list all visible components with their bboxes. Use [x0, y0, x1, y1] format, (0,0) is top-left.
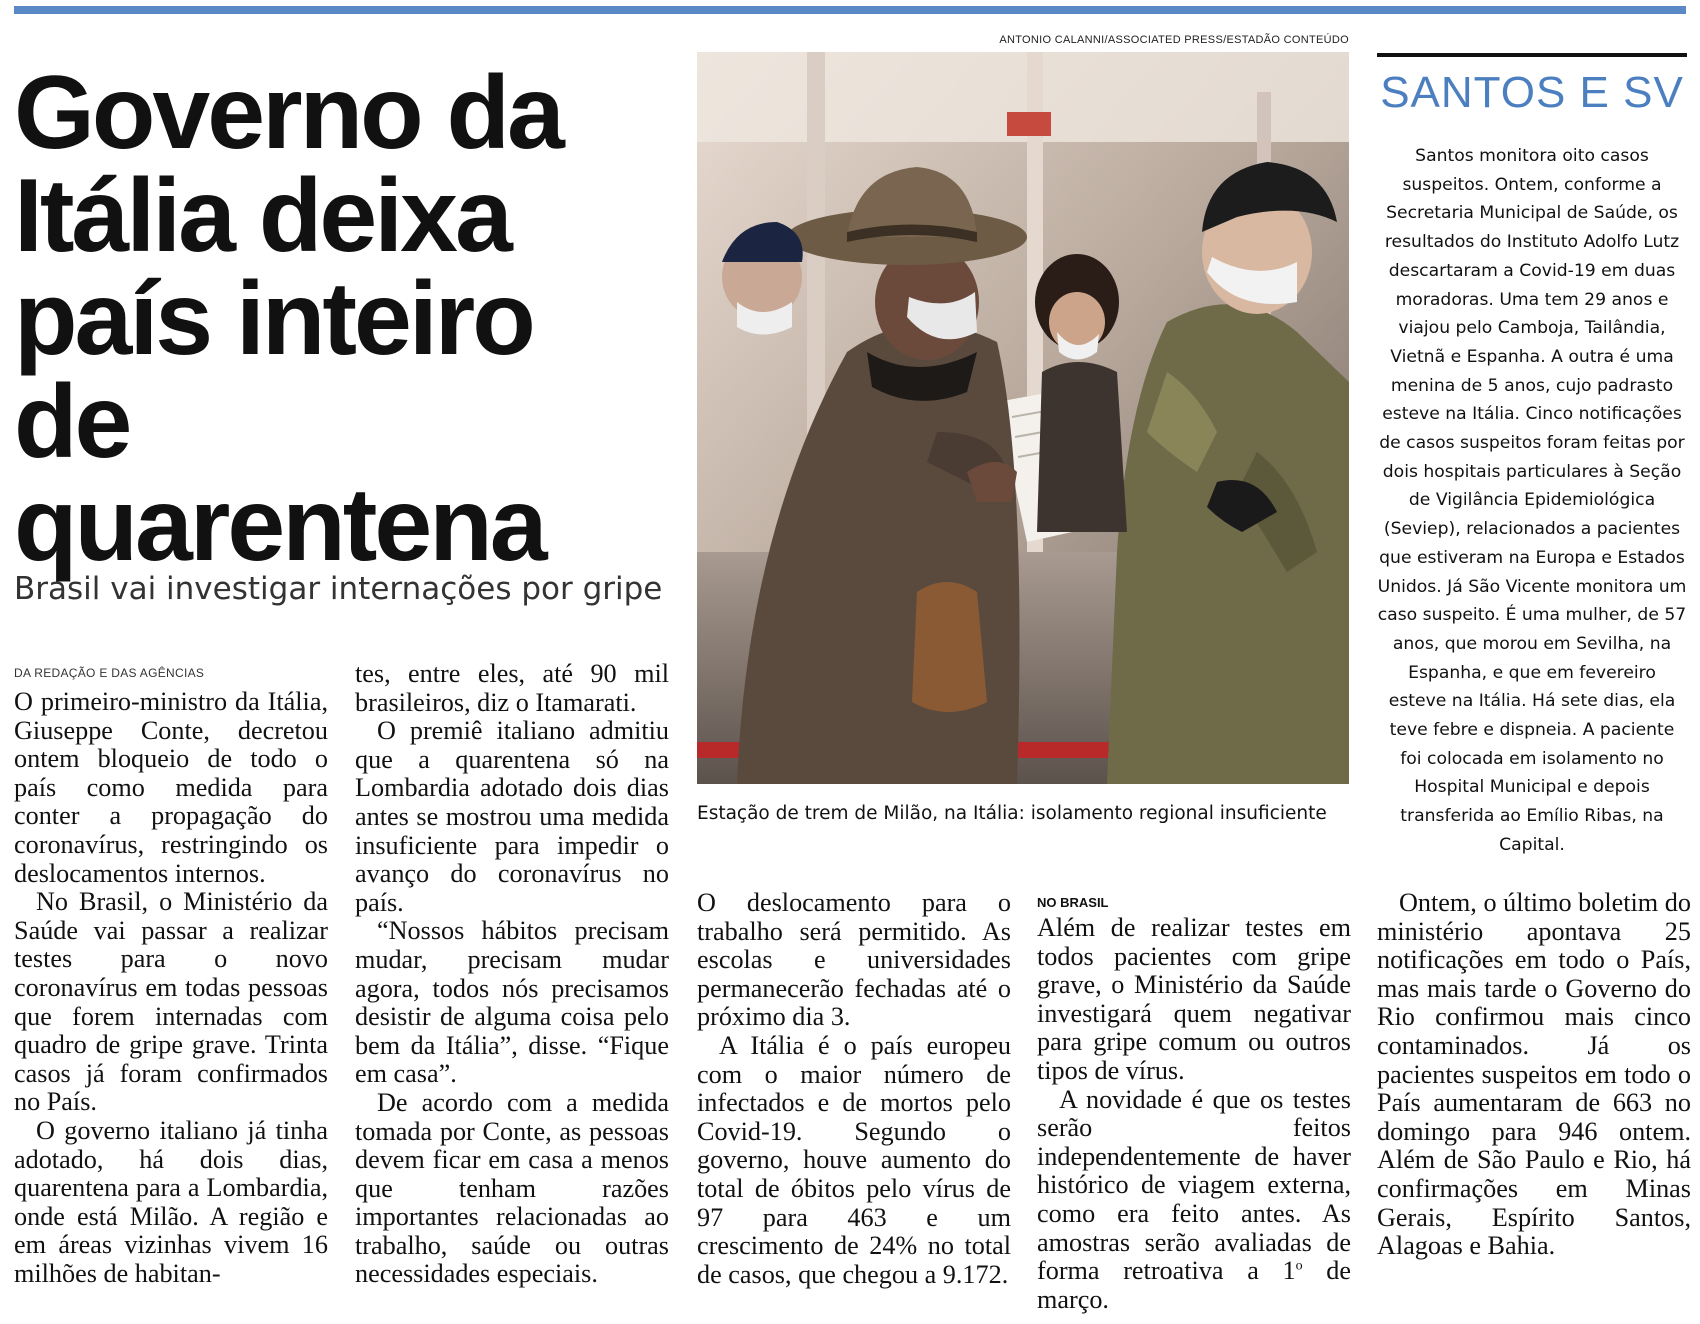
article-column-4	[1037, 914, 1351, 1314]
headline: Governo da Itália deixa país inteiro de quarentena	[14, 55, 562, 583]
article-column-2	[355, 660, 669, 1289]
byline: DA REDAÇÃO E DAS AGÊNCIAS	[14, 666, 205, 680]
photo-caption: Estação de trem de Milão, na Itália: isolamento regional insuficiente	[697, 803, 1327, 824]
sidebar-text: Santos monitora oito casos suspeitos. Ontem, conforme a Secretaria Municipal de Saúde, os resultados do Instituto Adolfo Lutz descartaram a Covid-19 em duas moradoras. Uma tem 29 anos e viajou pelo Camboja, Tailândia, Vietnã e Espanha. A outra é uma menina de 5 anos, cujo padrasto esteve na Itália. Cinco notificações de casos suspeitos foram feitas por dois hospitais particulares à Seção de Vigilância Epidemiológica (Seviep), relacionados a pacientes que estiveram na Europa e Estados Unidos. Já São Vicente monitora um caso suspeito. É uma mulher, de 57 anos, que morou em Sevilha, na Espanha, e que em fevereiro esteve na Itália. Há sete dias, ela teve febre e dispneia. A paciente foi colocada em isolamento no Hospital Municipal e depois transferida ao Emílio Ribas, na Capital.	[1377, 146, 1687, 855]
article-column-3	[697, 889, 1011, 1289]
subheadline: Brasil vai investigar internações por gripe	[14, 571, 663, 607]
paragraph-tail: de março.	[1037, 1256, 1352, 1314]
paragraph: A Itália é o país europeu com o maior número de infectados e de mortos pelo Covid-19. Segundo o governo, houve aumento do total de óbitos pelo vírus de 97 para 463 e um crescimento de 24% no total de casos, que chegou a 9.172.	[697, 1030, 1011, 1289]
paragraph: O deslocamento para o trabalho será permitido. As escolas e universidades permanecerão fechadas até o próximo dia 3.	[697, 888, 1011, 1032]
section-kicker: NO BRASIL	[1037, 895, 1109, 910]
paragraph: “Nossos hábitos precisam mudar, precisam mudar agora, todos nós precisamos desistir de alguma coisa pelo bem da Itália”, disse. “Fique em casa”.	[355, 916, 669, 1089]
sidebar-rule	[1377, 53, 1687, 57]
paragraph: O primeiro-ministro da Itália, Giuseppe Conte, decretou ontem bloqueio de todo o país como medida para conter a propagação do coronavírus, restringindo os deslocamentos internos.	[14, 687, 328, 888]
paragraph	[1037, 1086, 1351, 1315]
photo-credit: ANTONIO CALANNI/ASSOCIATED PRESS/ESTADÃO CONTEÚDO	[999, 34, 1349, 46]
top-color-bar	[14, 6, 1686, 14]
paragraph: O governo italiano já tinha adotado, há dois dias, quarentena para a Lombardia, onde está Milão. A região e em áreas vizinhas vivem 16 milhões de habitan-	[14, 1115, 328, 1288]
article-column-1	[14, 688, 328, 1288]
photo-illustration	[697, 52, 1349, 784]
paragraph: De acordo com a medida tomada por Conte, as pessoas devem ficar em casa a menos que tenham razões importantes relacionadas ao trabalho, saúde ou outras necessidades especiais.	[355, 1087, 669, 1289]
paragraph: Ontem, o último boletim do ministério apontava 25 notificações em todo o País, mas mais tarde o Governo do Rio confirmou mais cinco contaminados. Já os pacientes suspeitos em todo o País aumentaram de 663 no domingo para 946 ontem. Além de São Paulo e Rio, há confirmações em Minas Gerais, Espírito Santos, Alagoas e Bahia.	[1377, 888, 1691, 1261]
news-photo	[697, 52, 1349, 784]
paragraph: Além de realizar testes em todos pacientes com gripe grave, o Ministério da Saúde investigará quem negativar para gripe comum ou outros tipos de vírus.	[1037, 913, 1351, 1085]
paragraph: O premiê italiano admitiu que a quarentena só na Lombardia adotado dois dias antes se mostrou uma medida insuficiente para impedir o avanço do coronavírus no país.	[355, 716, 669, 917]
paragraph: tes, entre eles, até 90 mil brasileiros, diz o Itamarati.	[355, 659, 669, 717]
article-column-5	[1377, 889, 1691, 1261]
paragraph: No Brasil, o Ministério da Saúde vai passar a realizar testes para o novo coronavírus em todas pessoas que forem internadas com quadro de gripe grave. Trinta casos já foram confirmados no País.	[14, 887, 328, 1117]
ordinal-superscript: o	[1295, 1258, 1303, 1274]
sidebar-title: SANTOS E SV	[1380, 68, 1684, 117]
paragraph-text: A novidade é que os testes serão feitos independentemente de haver histórico de viagem externa, como era feito antes. As amostras serão avaliadas de forma retroativa a 1	[1037, 1084, 1351, 1286]
